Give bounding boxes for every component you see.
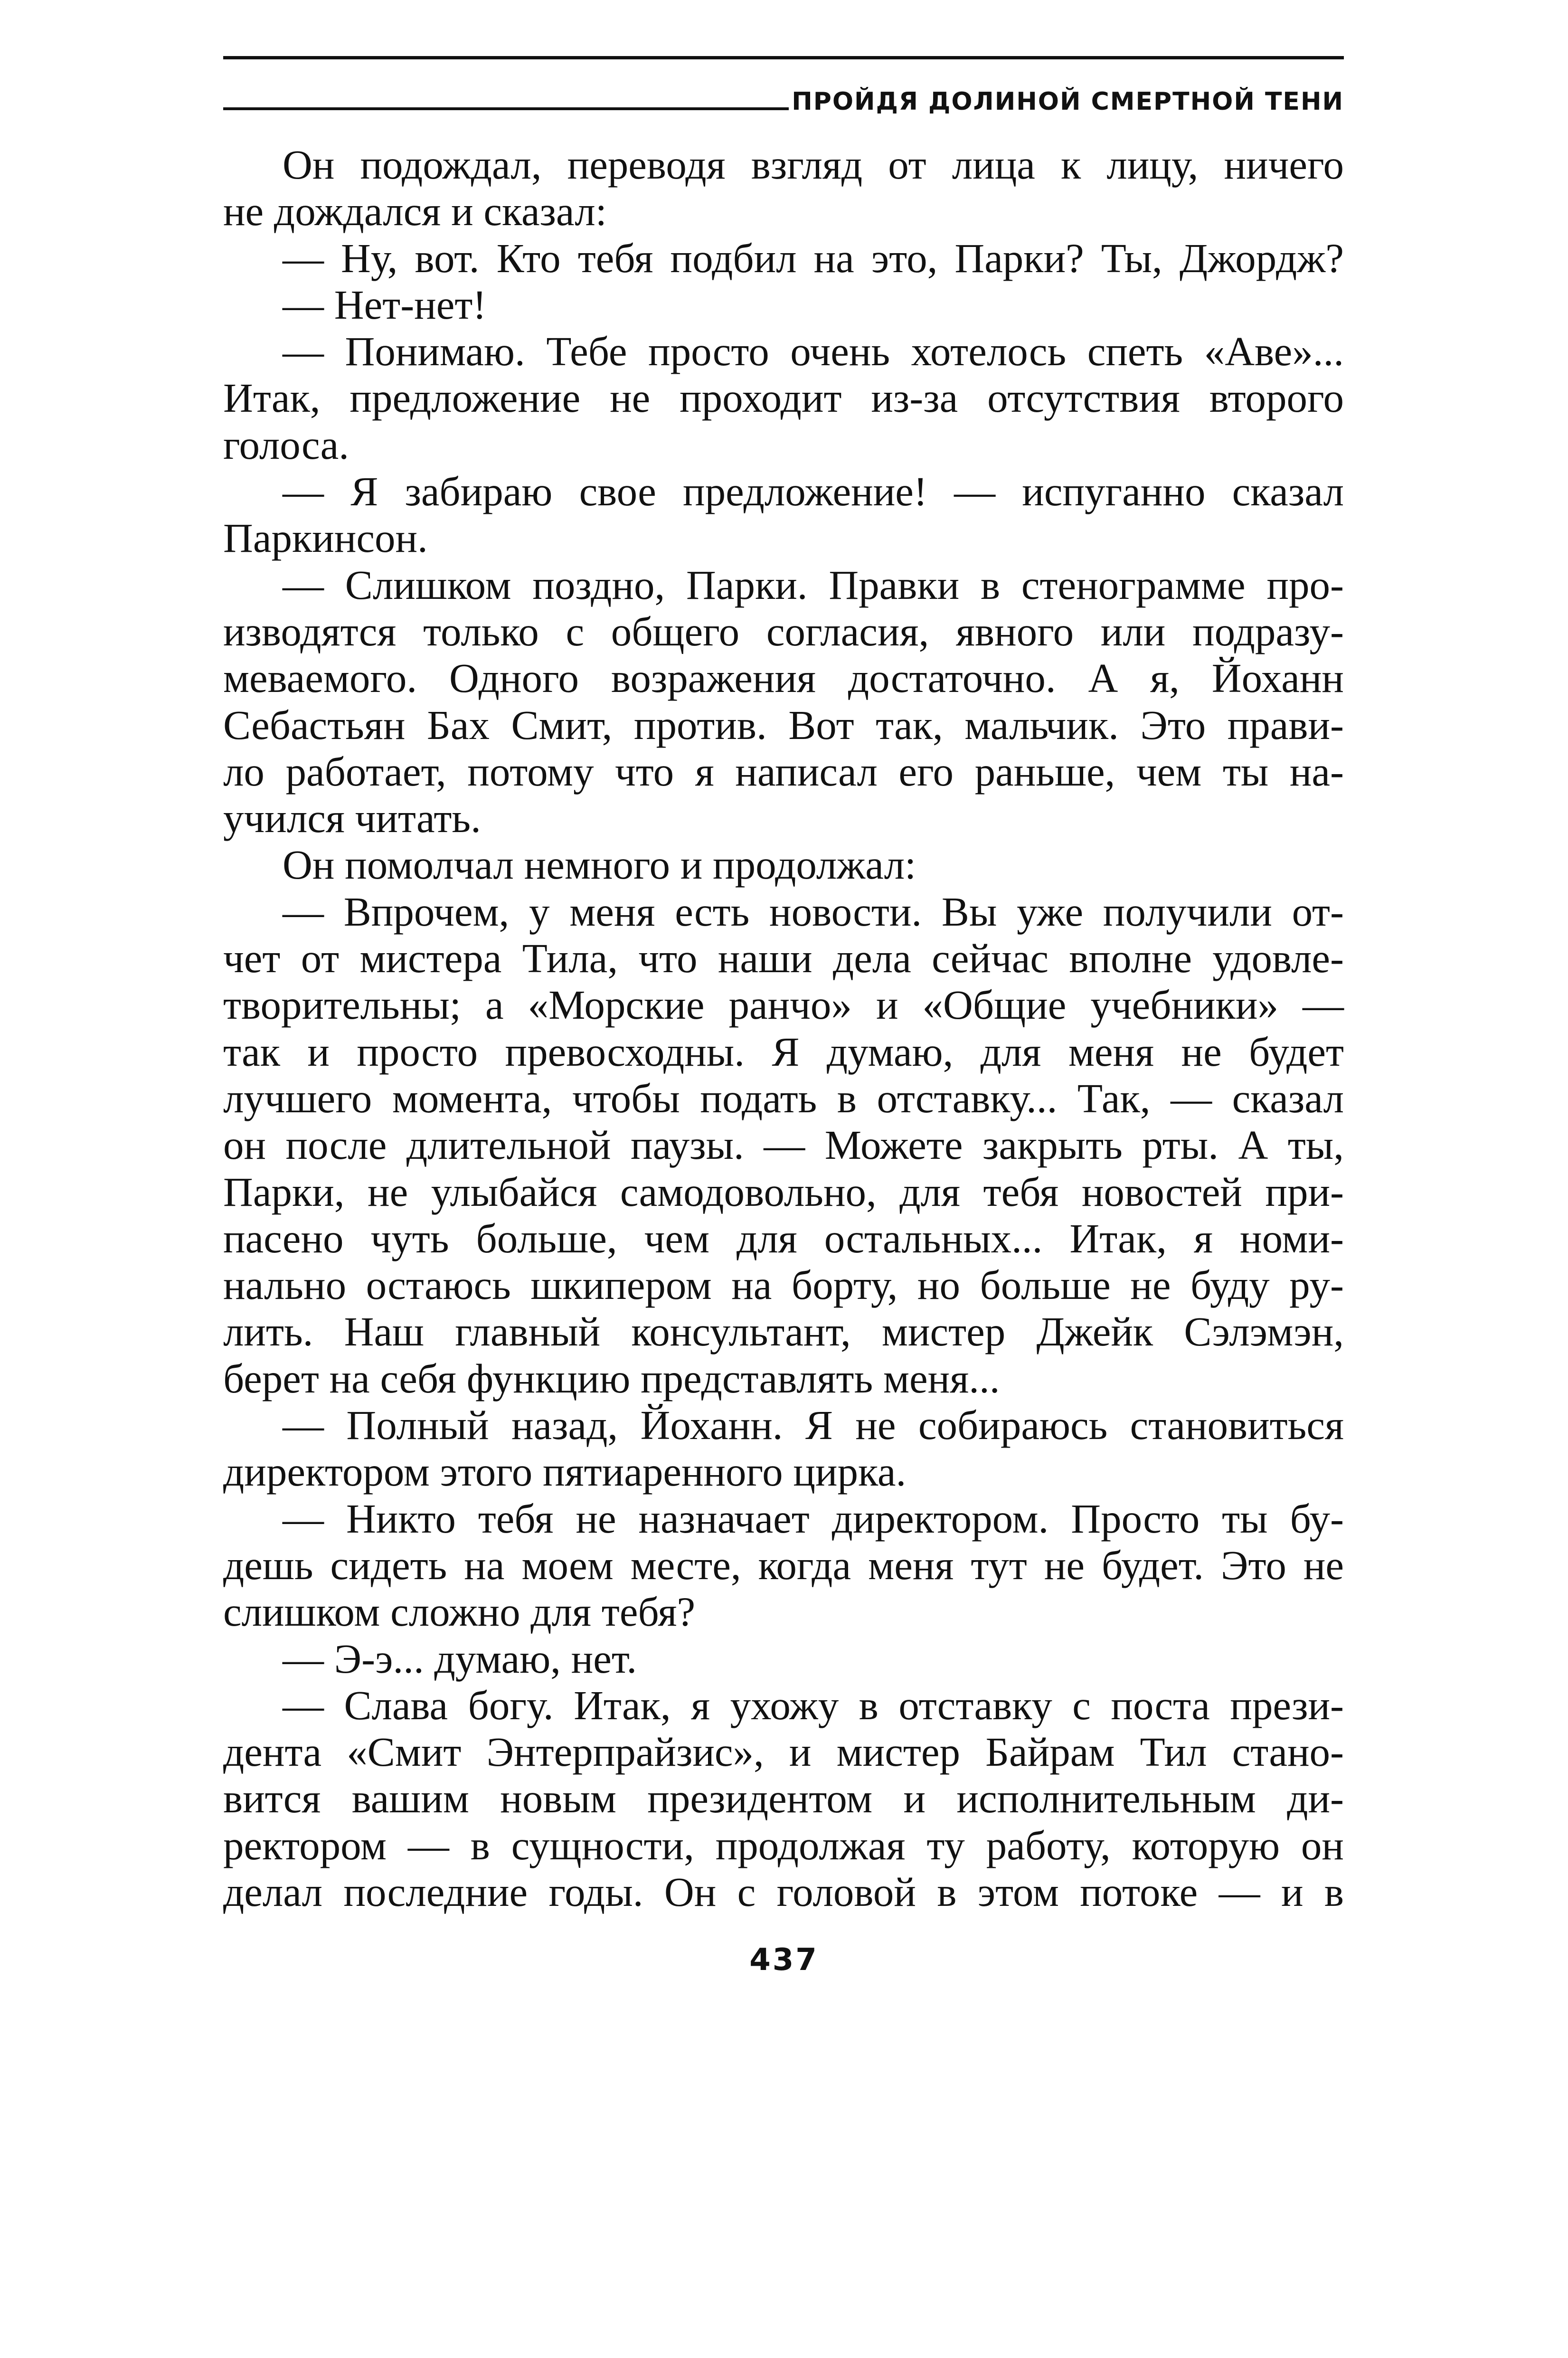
text-line: директором этого пятиаренного цирка. <box>223 1449 907 1495</box>
text-line: Паркинсон. <box>223 515 428 561</box>
page-number: 437 <box>749 1942 819 1978</box>
text-line: чет от мистера Тила, что наши дела сейчас вполне удовле- <box>223 935 1344 982</box>
text-line: Итак, предложение не проходит из-за отсутствия второго <box>223 375 1344 421</box>
running-head-leader-line <box>223 107 789 110</box>
text-line: Он подождал, переводя взгляд от лица к лицу, ничего <box>283 142 1344 188</box>
text-line: пасено чуть больше, чем для остальных... Итак, я номи- <box>223 1215 1344 1261</box>
text-line: дента «Смит Энтерпрайзис», и мистер Байрам Тил стано- <box>223 1729 1344 1775</box>
text-line: вится вашим новым президентом и исполнительным ди- <box>223 1775 1344 1822</box>
text-line: Себастьян Бах Смит, против. Вот так, мальчик. Это прави- <box>223 701 1344 748</box>
text-line: — Я забираю свое предложение! — испуганно сказал <box>283 468 1344 515</box>
text-line: — Никто тебя не назначает директором. Просто ты бу- <box>283 1495 1344 1542</box>
text-line: он после длительной паузы. — Можете закрыть рты. А ты, <box>223 1122 1344 1168</box>
text-line: нально остаюсь шкипером на борту, но больше не буду ру- <box>223 1262 1344 1308</box>
text-line: изводятся только с общего согласия, явного или подразу- <box>223 608 1344 654</box>
text-line: — Слава богу. Итак, я ухожу в отставку с поста прези- <box>283 1682 1344 1728</box>
text-line: — Понимаю. Тебе просто очень хотелось спеть «Аве»... <box>283 328 1344 375</box>
text-line: — Слишком поздно, Парки. Правки в стенограмме про- <box>283 561 1344 608</box>
text-line: не дождался и сказал: <box>223 188 607 235</box>
text-line: меваемого. Одного возражения достаточно. А я, Йоханн <box>223 655 1344 701</box>
text-line: так и просто превосходны. Я думаю, для меня не будет <box>223 1028 1344 1075</box>
text-line: делал последние годы. Он с головой в этом потоке — и в <box>223 1868 1344 1915</box>
text-line: — Полный назад, Йоханн. Я не собираюсь становиться <box>283 1402 1344 1449</box>
text-line: ло работает, потому что я написал его раньше, чем ты на- <box>223 748 1344 795</box>
text-line: лить. Наш главный консультант, мистер Джейк Сэлэмэн, <box>223 1308 1344 1355</box>
text-line: Парки, не улыбайся самодовольно, для тебя новостей при- <box>223 1168 1344 1215</box>
text-line: творительны; а «Морские ранчо» и «Общие учебники» — <box>223 982 1344 1028</box>
text-line: — Впрочем, у меня есть новости. Вы уже получили от- <box>283 888 1344 935</box>
text-line: голоса. <box>223 421 349 468</box>
text-line: ректором — в сущности, продолжая ту работу, которую он <box>223 1822 1344 1868</box>
text-line: учился читать. <box>223 795 481 842</box>
running-head: ПРОЙДЯ ДОЛИНОЙ СМЕРТНОЙ ТЕНИ <box>792 87 1344 116</box>
header-rule-top <box>223 56 1344 59</box>
text-line: лучшего момента, чтобы подать в отставку... Так, — сказал <box>223 1075 1344 1121</box>
text-line: дешь сидеть на моем месте, когда меня тут не будет. Это не <box>223 1542 1344 1588</box>
text-line: берет на себя функцию представлять меня... <box>223 1355 1000 1402</box>
text-line: Он помолчал немного и продолжал: <box>283 842 916 888</box>
text-line: — Нет-нет! <box>283 281 487 328</box>
running-head-row <box>223 71 1344 114</box>
body-text <box>223 142 1344 1915</box>
text-line: — Ну, вот. Кто тебя подбил на это, Парки? Ты, Джордж? <box>283 235 1344 281</box>
text-line: слишком сложно для тебя? <box>223 1589 696 1635</box>
text-line: — Э-э... думаю, нет. <box>283 1635 637 1682</box>
